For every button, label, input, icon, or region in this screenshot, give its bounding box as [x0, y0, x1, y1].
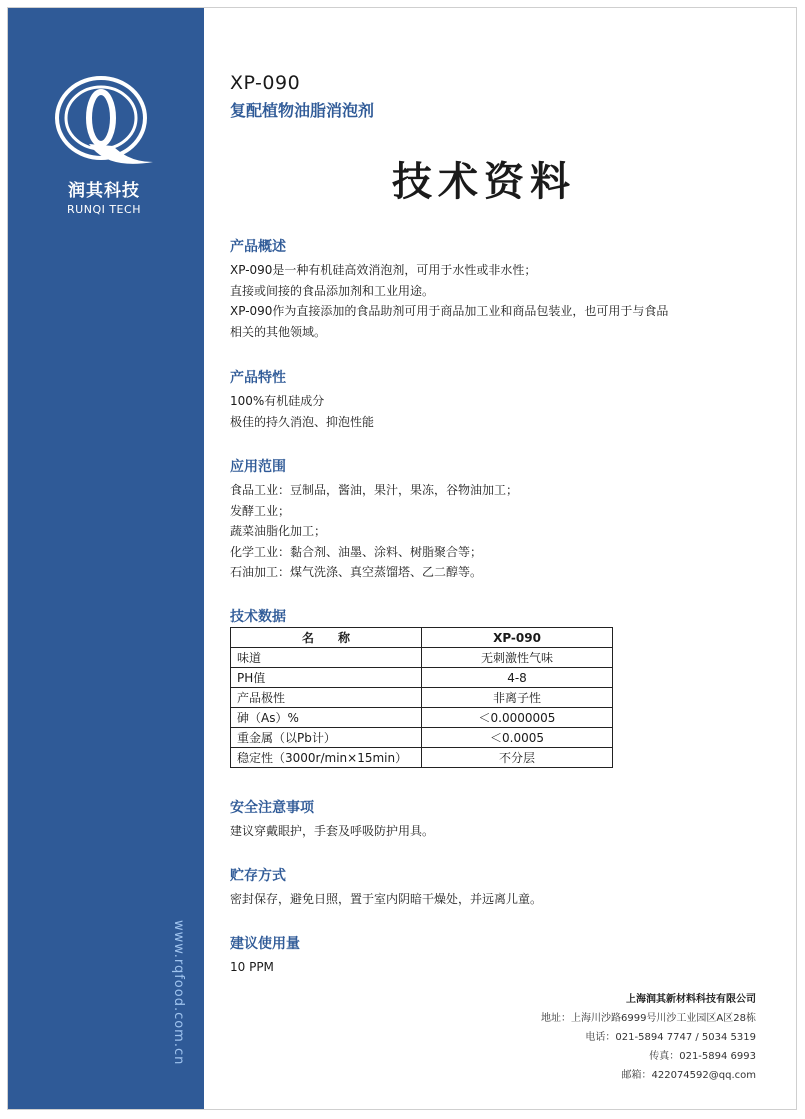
table-row [231, 748, 613, 768]
text-line: 化学工业：黏合剂、油墨、涂料、树脂聚合等； [230, 544, 483, 559]
section-heading: 应用范围 [230, 459, 286, 475]
table-cell-value: 无刺激性气味 [422, 648, 613, 668]
section-dosage [230, 933, 750, 978]
company-name: 上海润其新材料科技有限公司 [626, 994, 756, 1005]
text-line: 发酵工业； [230, 503, 291, 518]
text-line: 极佳的持久消泡、抑泡性能 [230, 414, 375, 429]
table-cell-value: ＜0.0000005 [422, 708, 613, 728]
section-heading: 建议使用量 [230, 936, 300, 952]
table-cell-name: 味道 [231, 648, 422, 668]
brand-name-en: RUNQI TECH [67, 203, 141, 216]
text-line: 建议穿戴眼护，手套及呼吸防护用具。 [230, 824, 435, 838]
table-cell-value: ＜0.0005 [422, 728, 613, 748]
section-storage [230, 865, 750, 910]
section-heading: 产品特性 [230, 370, 286, 386]
text-line: 食品工业：豆制品，酱油，果汁，果冻，谷物油加工； [230, 483, 519, 497]
text-line: 直接或间接的食品添加剂和工业用途。 [230, 283, 435, 298]
table-cell-name: 产品极性 [231, 688, 422, 708]
company-email[interactable]: 邮箱：422074592@qq.com [621, 1070, 756, 1081]
table-row [231, 668, 613, 688]
table-row [231, 728, 613, 748]
document-title: 技术资料 [392, 159, 576, 205]
table-cell-name: 稳定性（3000r/min×15min） [231, 748, 422, 768]
table-cell-value: 不分层 [422, 748, 613, 768]
table-header-cell: 名 称 [231, 628, 422, 648]
product-subtitle: 复配植物油脂消泡剂 [230, 101, 375, 120]
text-line: 石油加工：煤气洗涤、真空蒸馏塔、乙二醇等。 [230, 565, 483, 579]
table-cell-name: 砷（As）% [231, 708, 422, 728]
text-line: 100%有机硅成分 [230, 394, 325, 408]
section-features [230, 367, 750, 432]
company-phone: 电话：021-5894 7747 / 5034 5319 [585, 1032, 756, 1043]
q-logo-icon [49, 70, 159, 174]
text-line: 密封保存，避免日照，置于室内阴暗干燥处，并远离儿童。 [230, 892, 543, 906]
table-header-cell: XP-090 [422, 628, 613, 648]
company-contact-block [541, 990, 756, 1085]
section-heading: 贮存方式 [230, 868, 286, 884]
tech-data-table [230, 627, 613, 768]
table-row [231, 648, 613, 668]
section-heading: 安全注意事项 [230, 800, 314, 816]
section-safety [230, 797, 750, 842]
brand-name-cn: 润其科技 [68, 181, 140, 201]
text-line: 相关的其他领域。 [230, 324, 327, 339]
text-line: XP-090是一种有机硅高效消泡剂，可用于水性或非水性； [230, 263, 537, 277]
text-line: 10 PPM [230, 960, 274, 974]
company-address: 地址：上海川沙路6999号川沙工业园区A区28栋 [540, 1013, 756, 1024]
website-text[interactable]: www.rqfood.com.cn [171, 920, 186, 1066]
table-cell-name: PH值 [231, 668, 422, 688]
section-overview [230, 236, 750, 342]
table-header-row [231, 628, 613, 648]
table-row [231, 688, 613, 708]
company-logo [44, 70, 164, 216]
table-row [231, 708, 613, 728]
text-line: 蔬菜油脂化加工； [230, 524, 327, 538]
section-applications [230, 456, 750, 583]
table-cell-name: 重金属（以Pb计） [231, 728, 422, 748]
company-fax: 传真：021-5894 6993 [649, 1051, 756, 1062]
table-cell-value: 非离子性 [422, 688, 613, 708]
product-code: XP-090 [230, 72, 301, 94]
section-heading: 产品概述 [230, 239, 286, 255]
text-line: XP-090作为直接添加的食品助剂可用于商品加工业和商品包装业，也可用于与食品 [230, 304, 669, 318]
section-heading: 技术数据 [230, 609, 286, 625]
website-url[interactable] [168, 920, 188, 1080]
table-cell-value: 4-8 [422, 668, 613, 688]
